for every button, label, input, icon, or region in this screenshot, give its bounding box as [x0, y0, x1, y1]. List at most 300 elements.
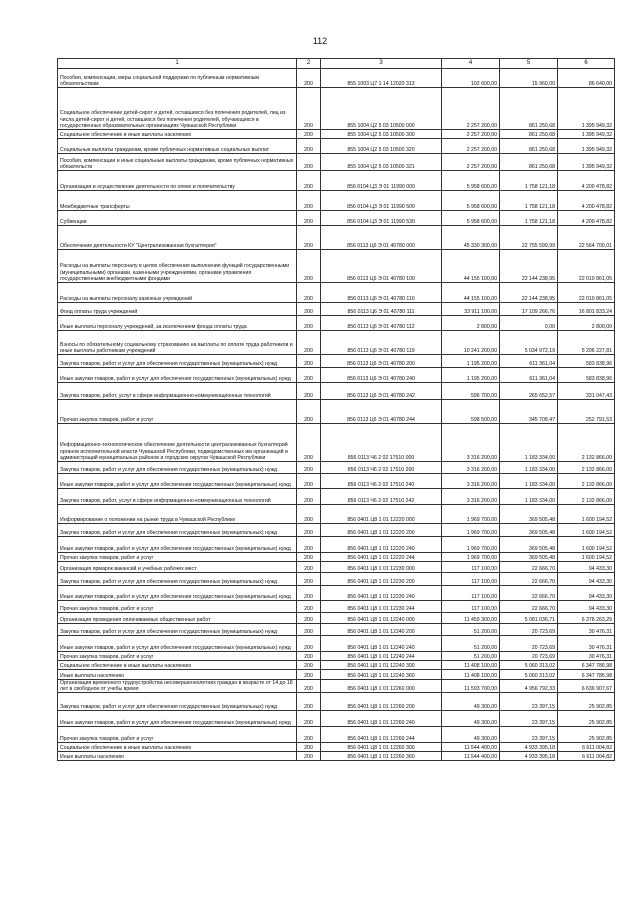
table-cell-v5: 23 397,15 [500, 693, 558, 711]
table-cell-v4: 51 200,00 [442, 624, 500, 636]
table-row [58, 636, 615, 652]
table-cell-code: 200 [297, 400, 321, 424]
table-cell-v6: 25 902,85 [558, 711, 615, 727]
table-cell-kbk: 856 0401 Ц8 1 01 12240 000 [321, 613, 442, 624]
column-header: 3 [321, 59, 442, 69]
table-cell-v4: 11 459 300,00 [442, 613, 500, 624]
table-row [58, 624, 615, 636]
table-cell-kbk: 856 0113 Ц6 Э 01 40780 244 [321, 400, 442, 424]
table-row [58, 171, 615, 191]
table-cell-name: Социальное обеспечение детей-сирот и детей, оставшихся без попечения родителей, лиц из числа детей-сирот и детей, оставшихся без попечения родителей, обучающихся в государственных образовательных организациях Чувашской Республики [58, 88, 297, 130]
table-cell-v5: 861 250,68 [500, 154, 558, 171]
table-cell-kbk: 856 0401 Ц8 1 01 12230 244 [321, 601, 442, 613]
table-cell-code: 200 [297, 752, 321, 761]
table-cell-kbk: 856 0401 Ц8 1 01 12260 300 [321, 743, 442, 752]
table-cell-v6: 1 600 194,52 [558, 537, 615, 553]
table-cell-v5: 5 081 036,71 [500, 613, 558, 624]
table-cell-name: Социальное обеспечение и иные выплаты населению [58, 130, 297, 139]
table-cell-kbk: 856 0113 Ц6 Э 01 40780 240 [321, 368, 442, 383]
table-cell-code: 200 [297, 303, 321, 316]
table-cell-code: 200 [297, 562, 321, 573]
table-cell-name: Расходы на выплаты персоналу казенных учреждений [58, 283, 297, 303]
table-row [58, 355, 615, 368]
table-cell-v6: 25 902,85 [558, 693, 615, 711]
table-cell-name: Иные закупки товаров, работ и услуг для обеспечения государственных (муниципальных) нужд [58, 368, 297, 383]
table-cell-kbk: 856 0401 Ц8 1 01 12260 200 [321, 693, 442, 711]
table-row [58, 752, 615, 761]
table-cell-kbk: 856 0401 Ц8 1 01 12230 240 [321, 586, 442, 601]
table-cell-code: 200 [297, 743, 321, 752]
table-cell-kbk: 856 0401 Ц8 1 01 12230 200 [321, 573, 442, 586]
table-cell-v6: 1 395 949,32 [558, 139, 615, 154]
table-cell-v4: 1 969 700,00 [442, 537, 500, 553]
table-cell-code: 200 [297, 652, 321, 661]
table-cell-code: 200 [297, 524, 321, 537]
table-cell-v5: 1 183 334,00 [500, 474, 558, 489]
table-cell-code: 200 [297, 680, 321, 693]
table-cell-code: 200 [297, 331, 321, 355]
table-row [58, 524, 615, 537]
table-cell-v5: 22 666,70 [500, 562, 558, 573]
table-row [58, 693, 615, 711]
table-row [58, 226, 615, 250]
table-cell-code: 200 [297, 316, 321, 331]
table-cell-v5: 5 060 313,02 [500, 661, 558, 670]
table-cell-v4: 598 500,00 [442, 400, 500, 424]
table-cell-v6: 94 433,30 [558, 601, 615, 613]
column-header: 5 [500, 59, 558, 69]
table-cell-v6: 4 200 478,82 [558, 171, 615, 191]
table-cell-code: 200 [297, 424, 321, 462]
table-cell-kbk: 856 0113 Ч6 2 02 17510 242 [321, 489, 442, 505]
table-cell-kbk: 856 0113 Ц6 Э 01 40780 242 [321, 383, 442, 400]
table-cell-code: 200 [297, 661, 321, 670]
table-cell-kbk: 856 0113 Ц6 Э 01 40780 112 [321, 316, 442, 331]
table-cell-v6: 1 600 194,52 [558, 524, 615, 537]
table-cell-kbk: 855 1004 Ц2 5 03 10500 300 [321, 130, 442, 139]
table-row [58, 586, 615, 601]
table-cell-v6: 1 395 949,32 [558, 88, 615, 130]
table-cell-v5: 369 505,48 [500, 524, 558, 537]
table-cell-v4: 10 241 200,00 [442, 331, 500, 355]
table-cell-code: 200 [297, 130, 321, 139]
table-cell-v4: 11 544 400,00 [442, 743, 500, 752]
table-cell-kbk: 856 0401 Ц8 1 01 12260 000 [321, 680, 442, 693]
table-cell-code: 200 [297, 171, 321, 191]
table-cell-v5: 265 652,57 [500, 383, 558, 400]
table-row [58, 670, 615, 680]
table-cell-name: Информационно-технологическое обеспечение деятельности централизованных бухгалтерий органов исполнительной власти Чувашской Республики, подведомственных им организаций и администраций муниципальных районов и городских округов Чувашской Республики [58, 424, 297, 462]
table-cell-v4: 11 408 100,00 [442, 670, 500, 680]
table-cell-code: 200 [297, 711, 321, 727]
table-cell-kbk: 856 0401 Ц8 1 01 12260 240 [321, 711, 442, 727]
table-cell-code: 200 [297, 573, 321, 586]
table-cell-v5: 369 505,48 [500, 537, 558, 553]
table-cell-name: Иные закупки товаров, работ и услуг для обеспечения государственных (муниципальных) нужд [58, 474, 297, 489]
table-row [58, 383, 615, 400]
table-cell-code: 200 [297, 601, 321, 613]
table-cell-name: Закупка товаров, работ и услуг для обеспечения государственных (муниципальных) нужд [58, 693, 297, 711]
table-cell-v5: 861 250,68 [500, 88, 558, 130]
table-cell-v4: 5 958 600,00 [442, 191, 500, 211]
table-cell-v5: 0,00 [500, 316, 558, 331]
table-cell-v6: 22 010 861,05 [558, 283, 615, 303]
column-header: 6 [558, 59, 615, 69]
table-cell-v4: 2 257 200,00 [442, 154, 500, 171]
table-cell-code: 200 [297, 69, 321, 88]
table-cell-kbk: 856 0401 Ц8 1 01 12220 200 [321, 524, 442, 537]
table-cell-v5: 20 723,69 [500, 652, 558, 661]
table-row [58, 652, 615, 661]
table-cell-v4: 11 544 400,00 [442, 752, 500, 761]
table-cell-code: 200 [297, 250, 321, 283]
table-cell-code: 200 [297, 283, 321, 303]
table-cell-v6: 5 206 227,81 [558, 331, 615, 355]
table-cell-v5: 22 666,70 [500, 586, 558, 601]
table-cell-v6: 331 047,43 [558, 383, 615, 400]
table-cell-code: 200 [297, 586, 321, 601]
table-cell-v6: 22 010 861,05 [558, 250, 615, 283]
table-cell-v6: 583 838,96 [558, 368, 615, 383]
table-cell-v6: 25 902,85 [558, 727, 615, 743]
table-cell-v5: 20 723,69 [500, 636, 558, 652]
table-cell-name: Прочая закупка товаров, работ и услуг [58, 601, 297, 613]
table-cell-v6: 6 347 786,98 [558, 670, 615, 680]
table-cell-v6: 6 636 907,67 [558, 680, 615, 693]
table-cell-name: Социальные выплаты гражданам, кроме публичных нормативных социальных выплат [58, 139, 297, 154]
table-row [58, 154, 615, 171]
table-cell-kbk: 856 0401 Ц8 1 01 12220 000 [321, 505, 442, 524]
table-cell-v6: 16 801 833,24 [558, 303, 615, 316]
table-cell-kbk: 856 0401 Ц8 1 01 12260 244 [321, 727, 442, 743]
table-cell-kbk: 855 1003 Ц7 1 14 12020 313 [321, 69, 442, 88]
table-cell-v4: 5 958 600,00 [442, 211, 500, 226]
table-cell-v5: 17 109 266,76 [500, 303, 558, 316]
table-row [58, 283, 615, 303]
table-cell-name: Иные закупки товаров, работ и услуг для обеспечения государственных (муниципальных) нужд [58, 537, 297, 553]
table-cell-v4: 117 100,00 [442, 573, 500, 586]
table-cell-v6: 1 395 949,32 [558, 130, 615, 139]
table-cell-kbk: 856 0113 Ч6 2 02 17510 240 [321, 474, 442, 489]
table-cell-v6: 94 433,30 [558, 573, 615, 586]
table-cell-name: Закупка товаров, работ и услуг для обеспечения государственных (муниципальных) нужд [58, 524, 297, 537]
table-cell-kbk: 856 0113 Ц6 Э 01 40780 110 [321, 283, 442, 303]
table-cell-v6: 2 800,00 [558, 316, 615, 331]
table-cell-code: 200 [297, 211, 321, 226]
table-cell-name: Организация и осуществление деятельности по опеке и попечительству [58, 171, 297, 191]
table-cell-v5: 22 144 238,95 [500, 283, 558, 303]
table-row [58, 711, 615, 727]
table-cell-v4: 3 316 200,00 [442, 462, 500, 474]
table-cell-v4: 45 330 300,00 [442, 226, 500, 250]
table-cell-v6: 4 200 478,82 [558, 191, 615, 211]
table-row [58, 88, 615, 130]
table-cell-name: Иные закупки товаров, работ и услуг для обеспечения государственных (муниципальных) нужд [58, 711, 297, 727]
table-cell-name: Пособия, компенсации, меры социальной поддержки по публичным нормативным обязательствам [58, 69, 297, 88]
table-cell-kbk: 856 0113 Ц6 Э 01 40780 200 [321, 355, 442, 368]
table-cell-v5: 861 250,68 [500, 139, 558, 154]
column-header: 4 [442, 59, 500, 69]
table-cell-v5: 4 933 395,18 [500, 743, 558, 752]
table-cell-code: 200 [297, 537, 321, 553]
table-cell-v4: 11 408 100,00 [442, 661, 500, 670]
table-cell-v5: 369 505,48 [500, 505, 558, 524]
table-cell-v5: 15 960,00 [500, 69, 558, 88]
table-cell-name: Иные выплаты населению [58, 670, 297, 680]
table-cell-v5: 5 060 313,02 [500, 670, 558, 680]
table-cell-v6: 86 640,00 [558, 69, 615, 88]
table-row [58, 191, 615, 211]
table-cell-kbk: 856 0113 Ч6 2 02 17510 200 [321, 462, 442, 474]
table-cell-v5: 22 755 599,99 [500, 226, 558, 250]
table-cell-v4: 2 800,00 [442, 316, 500, 331]
table-cell-name: Фонд оплаты труда учреждений [58, 303, 297, 316]
table-cell-v4: 2 257 200,00 [442, 139, 500, 154]
table-cell-kbk: 856 0401 Ц8 1 01 12240 300 [321, 661, 442, 670]
table-cell-v6: 6 611 004,82 [558, 752, 615, 761]
table-cell-v5: 4 933 395,18 [500, 752, 558, 761]
table-cell-v4: 44 155 100,00 [442, 283, 500, 303]
table-header-row [58, 59, 615, 69]
table-cell-name: Иные закупки товаров, работ и услуг для обеспечения государственных (муниципальных) нужд [58, 586, 297, 601]
table-cell-v6: 2 132 866,00 [558, 424, 615, 462]
table-cell-v6: 22 564 700,01 [558, 226, 615, 250]
table-cell-code: 200 [297, 693, 321, 711]
table-cell-v4: 1 969 700,00 [442, 524, 500, 537]
table-cell-name: Социальное обеспечение и иные выплаты населению [58, 661, 297, 670]
table-cell-v4: 51 200,00 [442, 636, 500, 652]
table-row [58, 573, 615, 586]
table-cell-kbk: 856 0113 Ц6 Э 01 40780 111 [321, 303, 442, 316]
table-row [58, 613, 615, 624]
table-cell-code: 200 [297, 462, 321, 474]
table-row [58, 400, 615, 424]
table-cell-v6: 2 132 866,00 [558, 489, 615, 505]
table-row [58, 562, 615, 573]
table-row [58, 505, 615, 524]
table-cell-kbk: 856 0401 Ц8 1 01 12260 360 [321, 752, 442, 761]
table-cell-v5: 23 397,15 [500, 711, 558, 727]
table-cell-v4: 117 100,00 [442, 586, 500, 601]
table-cell-name: Иные закупки товаров, работ и услуг для обеспечения государственных (муниципальных) нужд [58, 636, 297, 652]
table-cell-kbk: 856 0113 Ц6 Э 01 40780 100 [321, 250, 442, 283]
table-cell-v4: 49 300,00 [442, 727, 500, 743]
table-cell-code: 200 [297, 553, 321, 562]
table-cell-v5: 345 708,47 [500, 400, 558, 424]
table-cell-v6: 6 347 786,98 [558, 661, 615, 670]
table-cell-name: Расходы на выплаты персоналу в целях обеспечения выполнения функций государственными (муниципальными) органами, казенными учреждениями, органами управления государственными внебюджетными фондами [58, 250, 297, 283]
table-cell-v6: 252 791,53 [558, 400, 615, 424]
table-cell-v5: 20 723,69 [500, 624, 558, 636]
table-cell-v6: 6 611 004,82 [558, 743, 615, 752]
table-row [58, 474, 615, 489]
table-row [58, 69, 615, 88]
table-row [58, 553, 615, 562]
table-row [58, 424, 615, 462]
table-cell-code: 200 [297, 226, 321, 250]
table-cell-name: Организация проведения оплачиваемых общественных работ [58, 613, 297, 624]
table-cell-v5: 1 758 121,18 [500, 191, 558, 211]
table-cell-v5: 22 144 238,95 [500, 250, 558, 283]
table-cell-v6: 583 838,96 [558, 355, 615, 368]
table-cell-kbk: 856 0113 Ц6 Э 01 40780 000 [321, 226, 442, 250]
table-row [58, 537, 615, 553]
table-cell-name: Прочая закупка товаров, работ и услуг [58, 400, 297, 424]
table-row [58, 139, 615, 154]
table-cell-v5: 1 183 334,00 [500, 489, 558, 505]
page-number: 112 [312, 36, 328, 46]
table-cell-name: Закупка товаров, работ и услуг для обеспечения государственных (муниципальных) нужд [58, 624, 297, 636]
table-cell-v4: 2 257 200,00 [442, 88, 500, 130]
table-cell-name: Прочая закупка товаров, работ и услуг [58, 553, 297, 562]
table-cell-v5: 1 183 334,00 [500, 424, 558, 462]
table-cell-name: Прочая закупка товаров, работ и услуг [58, 652, 297, 661]
table-cell-v4: 44 155 100,00 [442, 250, 500, 283]
table-cell-kbk: 856 0113 Ц6 Э 01 40780 119 [321, 331, 442, 355]
table-cell-v5: 611 361,04 [500, 355, 558, 368]
table-cell-v4: 117 100,00 [442, 601, 500, 613]
table-cell-code: 200 [297, 613, 321, 624]
table-cell-v4: 2 257 200,00 [442, 130, 500, 139]
table-cell-v6: 30 476,31 [558, 652, 615, 661]
table-cell-name: Информирование о положении на рынке труда в Чувашской Республике [58, 505, 297, 524]
table-row [58, 462, 615, 474]
table-cell-v4: 1 195 200,00 [442, 355, 500, 368]
table-row [58, 130, 615, 139]
table-cell-name: Пособия, компенсации и иные социальные выплаты гражданам, кроме публичных нормативных обязательств [58, 154, 297, 171]
table-cell-v4: 1 969 700,00 [442, 553, 500, 562]
table-cell-v6: 4 200 478,82 [558, 211, 615, 226]
table-cell-v6: 1 600 194,52 [558, 505, 615, 524]
table-cell-v4: 102 600,00 [442, 69, 500, 88]
table-cell-code: 200 [297, 154, 321, 171]
table-row [58, 316, 615, 331]
table-cell-v4: 596 700,00 [442, 383, 500, 400]
table-cell-v4: 3 316 200,00 [442, 424, 500, 462]
table-cell-v6: 30 476,31 [558, 624, 615, 636]
table-cell-v5: 1 183 334,00 [500, 462, 558, 474]
table-cell-v4: 5 958 600,00 [442, 171, 500, 191]
table-row [58, 250, 615, 283]
table-row [58, 303, 615, 316]
table-cell-name: Субвенции [58, 211, 297, 226]
table-cell-kbk: 856 0401 Ц8 1 01 12220 244 [321, 553, 442, 562]
table-row [58, 211, 615, 226]
table-cell-code: 200 [297, 368, 321, 383]
table-cell-v4: 11 593 700,00 [442, 680, 500, 693]
table-cell-v5: 22 666,70 [500, 573, 558, 586]
table-cell-v4: 117 100,00 [442, 562, 500, 573]
table-cell-code: 200 [297, 624, 321, 636]
table-cell-name: Закупка товаров, работ и услуг для обеспечения государственных (муниципальных) нужд [58, 355, 297, 368]
table-cell-kbk: 856 0401 Ц8 1 01 12220 240 [321, 537, 442, 553]
column-header: 2 [297, 59, 321, 69]
table-cell-v4: 51 200,00 [442, 652, 500, 661]
table-cell-code: 200 [297, 139, 321, 154]
table-cell-v4: 3 316 200,00 [442, 489, 500, 505]
table-cell-name: Организация ярмарок вакансий и учебных рабочих мест [58, 562, 297, 573]
table-row [58, 661, 615, 670]
table-row [58, 680, 615, 693]
table-cell-v5: 23 397,15 [500, 727, 558, 743]
table-cell-code: 200 [297, 355, 321, 368]
table-cell-v5: 861 250,68 [500, 130, 558, 139]
table-cell-v4: 1 969 700,00 [442, 505, 500, 524]
table-cell-kbk: 856 0104 Ц3 Э 01 11990 500 [321, 191, 442, 211]
table-row [58, 727, 615, 743]
table-cell-name: Иные выплаты персоналу учреждений, за исключением фонда оплаты труда [58, 316, 297, 331]
table-cell-code: 200 [297, 505, 321, 524]
table-cell-kbk: 856 0104 Ц3 Э 01 11990 000 [321, 171, 442, 191]
table-cell-code: 200 [297, 489, 321, 505]
table-cell-code: 200 [297, 670, 321, 680]
table-cell-name: Закупка товаров, работ, услуг в сфере информационно-коммуникационных технологий [58, 383, 297, 400]
table-row [58, 368, 615, 383]
table-cell-v6: 94 433,30 [558, 586, 615, 601]
table-cell-v5: 1 758 121,18 [500, 211, 558, 226]
table-cell-name: Социальное обеспечение и иные выплаты населению [58, 743, 297, 752]
table-cell-kbk: 856 0401 Ц8 1 01 12230 000 [321, 562, 442, 573]
table-cell-name: Обеспечение деятельности КУ "Централизованная бухгалтерия" [58, 226, 297, 250]
table-cell-name: Иные выплаты населению [58, 752, 297, 761]
table-cell-name: Закупка товаров, работ и услуг для обеспечения государственных (муниципальных) нужд [58, 573, 297, 586]
table-cell-name: Прочая закупка товаров, работ и услуг [58, 727, 297, 743]
table-cell-kbk: 856 0401 Ц8 1 01 12240 244 [321, 652, 442, 661]
table-cell-name: Организация временного трудоустройства несовершеннолетних граждан в возрасте от 14 до 18 лет в свободное от учебы время [58, 680, 297, 693]
table-cell-code: 200 [297, 383, 321, 400]
table-cell-code: 200 [297, 727, 321, 743]
table-cell-v5: 22 666,70 [500, 601, 558, 613]
table-row [58, 743, 615, 752]
table-cell-v6: 30 476,31 [558, 636, 615, 652]
table-cell-name: Закупка товаров, работ, услуг в сфере информационно-коммуникационных технологий [58, 489, 297, 505]
table-cell-kbk: 855 1004 Ц2 5 03 10500 320 [321, 139, 442, 154]
table-cell-v6: 94 433,30 [558, 562, 615, 573]
table-cell-v5: 369 505,48 [500, 553, 558, 562]
table-cell-v4: 3 316 200,00 [442, 474, 500, 489]
table-cell-kbk: 855 1004 Ц2 5 03 10500 321 [321, 154, 442, 171]
table-cell-v6: 6 378 263,29 [558, 613, 615, 624]
budget-table [57, 58, 615, 761]
table-cell-kbk: 856 0401 Ц8 1 01 12240 200 [321, 624, 442, 636]
table-cell-v6: 2 132 866,00 [558, 474, 615, 489]
table-cell-name: Взносы по обязательному социальному страхованию на выплаты по оплате труда работников и иные выплаты работникам учреждений [58, 331, 297, 355]
table-cell-v4: 49 300,00 [442, 711, 500, 727]
table-cell-v6: 2 132 866,00 [558, 462, 615, 474]
table-cell-kbk: 856 0113 Ч6 2 02 17510 000 [321, 424, 442, 462]
table-cell-code: 200 [297, 88, 321, 130]
table-cell-name: Межбюджетные трансферты [58, 191, 297, 211]
table-cell-kbk: 856 0401 Ц8 1 01 12240 360 [321, 670, 442, 680]
table-cell-v6: 1 395 949,32 [558, 154, 615, 171]
table-cell-v5: 4 956 792,33 [500, 680, 558, 693]
table-cell-v5: 5 034 972,19 [500, 331, 558, 355]
table-cell-name: Закупка товаров, работ и услуг для обеспечения государственных (муниципальных) нужд [58, 462, 297, 474]
table-cell-kbk: 855 1004 Ц2 5 03 10500 000 [321, 88, 442, 130]
table-cell-code: 200 [297, 474, 321, 489]
table-cell-code: 200 [297, 636, 321, 652]
table-cell-v4: 33 911 100,00 [442, 303, 500, 316]
table-cell-v5: 611 361,04 [500, 368, 558, 383]
table-cell-v4: 49 300,00 [442, 693, 500, 711]
column-header: 1 [58, 59, 297, 69]
table-cell-code: 200 [297, 191, 321, 211]
table-cell-v4: 1 195 200,00 [442, 368, 500, 383]
table-cell-kbk: 856 0401 Ц8 1 01 12240 240 [321, 636, 442, 652]
table-row [58, 331, 615, 355]
table-cell-kbk: 856 0104 Ц3 Э 01 11990 530 [321, 211, 442, 226]
table-cell-v5: 1 758 121,18 [500, 171, 558, 191]
